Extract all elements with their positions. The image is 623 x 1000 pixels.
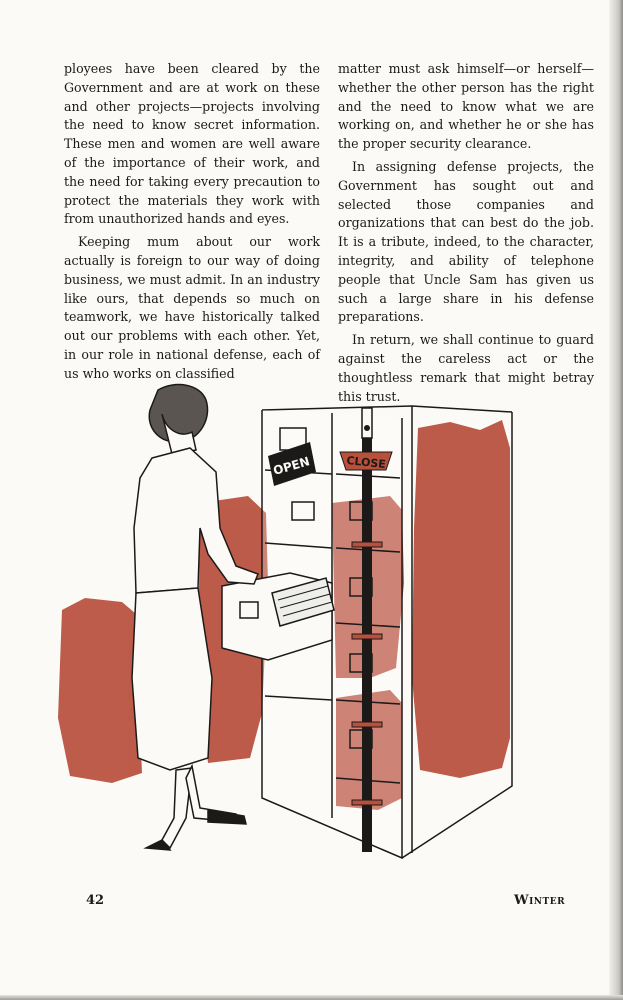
left-paragraph-1: ployees have been cleared by the Government and are at work on these and other projects—projects involving the need to know secret information. These men and women are well aware of the importance of their work, and the need for taking every precaution to protect the materials they work with from unauthorized hands and eyes.: [64, 61, 320, 227]
right-paragraph-3: In return, we shall continue to guard against the careless act or the thoughtless remark that might betray this trust.: [338, 332, 594, 404]
running-footer-season: Winter: [514, 893, 566, 908]
close-sign: [340, 452, 392, 471]
right-paragraph-2: In assigning defense projects, the Government has sought out and selected those companies and organizations that can best do the job. It is a tribute, indeed, to the character, integrity, and ability of telephone people that Uncle Sam has given us such a large share in his defense preparations.: [338, 158, 594, 325]
filing-cabinet-illustration: [40, 378, 580, 868]
page-number: 42: [86, 893, 105, 908]
close-sign-label: CLOSE: [345, 453, 387, 472]
left-text-column: [64, 60, 320, 388]
right-text-column: [338, 60, 594, 410]
open-sign-label: OPEN: [271, 454, 312, 478]
page-bottom-shadow: [0, 995, 623, 1000]
right-paragraph-1: matter must ask himself—or herself—whether the other person has the right and the need to know what we are working on, and whether he or she has the proper security clearance.: [338, 61, 594, 152]
left-paragraph-2: Keeping mum about our work actually is foreign to our way of doing business, we must admit. In an industry like ours, that depends so much on teamwork, we have historically talked out our problems with each other. Yet, in our role in national defense, each of us who works on classified: [64, 234, 320, 381]
page-edge-shadow: [609, 0, 623, 1000]
